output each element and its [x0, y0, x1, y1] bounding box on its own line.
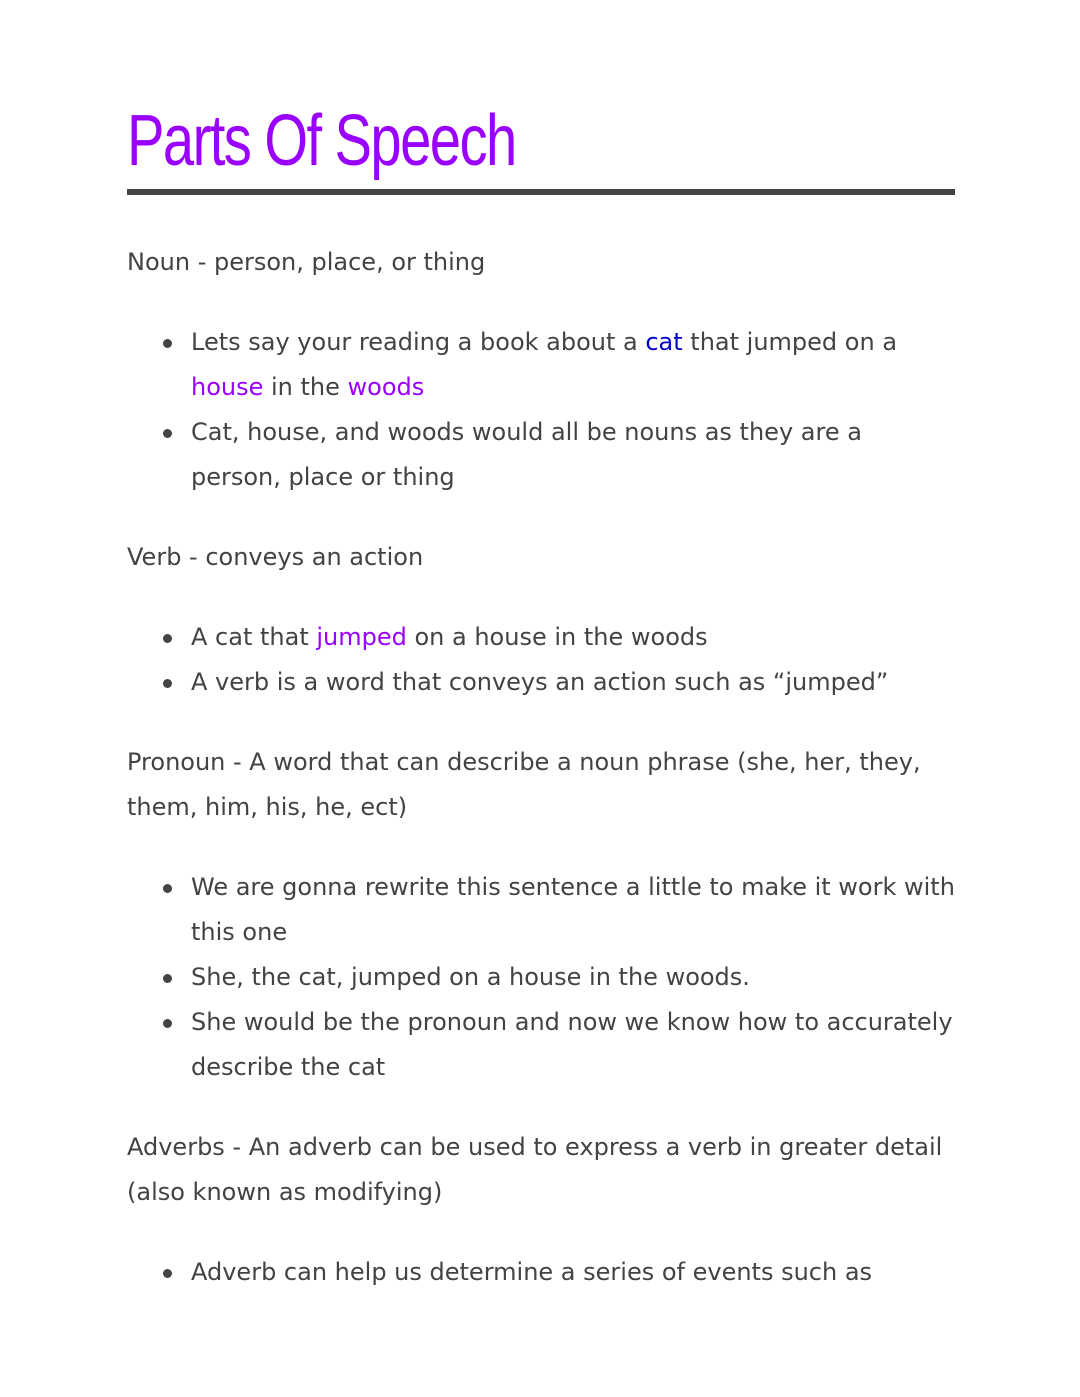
- page-title: Parts Of Speech: [127, 101, 516, 181]
- pronoun-bullet-1: We are gonna rewrite this sentence a little to make it work with this one: [127, 865, 955, 955]
- pronoun-bullet-3: She would be the pronoun and now we know how to accurately describe the cat: [127, 1000, 955, 1090]
- highlight-woods: woods: [347, 373, 425, 401]
- verb-bullet-1-text-b: on a house in the woods: [406, 623, 708, 651]
- noun-bullet-1-text-c: in the: [263, 373, 348, 401]
- adverbs-heading: Adverbs - An adverb can be used to express a verb in greater detail (also known as modifying): [127, 1133, 943, 1206]
- adverbs-list: [127, 1250, 955, 1295]
- verb-heading: Verb - conveys an action: [127, 543, 424, 571]
- verb-bullet-2: A verb is a word that conveys an action such as “jumped”: [127, 660, 955, 705]
- highlight-house: house: [191, 373, 264, 401]
- highlight-cat: cat: [645, 328, 683, 356]
- noun-bullet-2: Cat, house, and woods would all be nouns as they are a person, place or thing: [127, 410, 955, 500]
- noun-heading: Noun - person, place, or thing: [127, 248, 486, 276]
- title-divider: [127, 189, 955, 195]
- pronoun-heading: Pronoun - A word that can describe a noun phrase (she, her, they, them, him, his, he, ect): [127, 748, 921, 821]
- pronoun-list: [127, 865, 955, 1090]
- document-body: [127, 240, 955, 1330]
- verb-bullet-1: [127, 615, 955, 660]
- verb-list: [127, 615, 955, 705]
- noun-list: [127, 320, 955, 500]
- verb-bullet-1-text-a: A cat that: [191, 623, 317, 651]
- noun-bullet-1-text-b: that jumped on a: [682, 328, 898, 356]
- adverbs-bullet-1: Adverb can help us determine a series of events such as: [127, 1250, 955, 1295]
- noun-bullet-1: [127, 320, 955, 410]
- pronoun-bullet-2: She, the cat, jumped on a house in the woods.: [127, 955, 955, 1000]
- highlight-jumped: jumped: [316, 623, 407, 651]
- noun-bullet-1-text-a: Lets say your reading a book about a: [191, 328, 646, 356]
